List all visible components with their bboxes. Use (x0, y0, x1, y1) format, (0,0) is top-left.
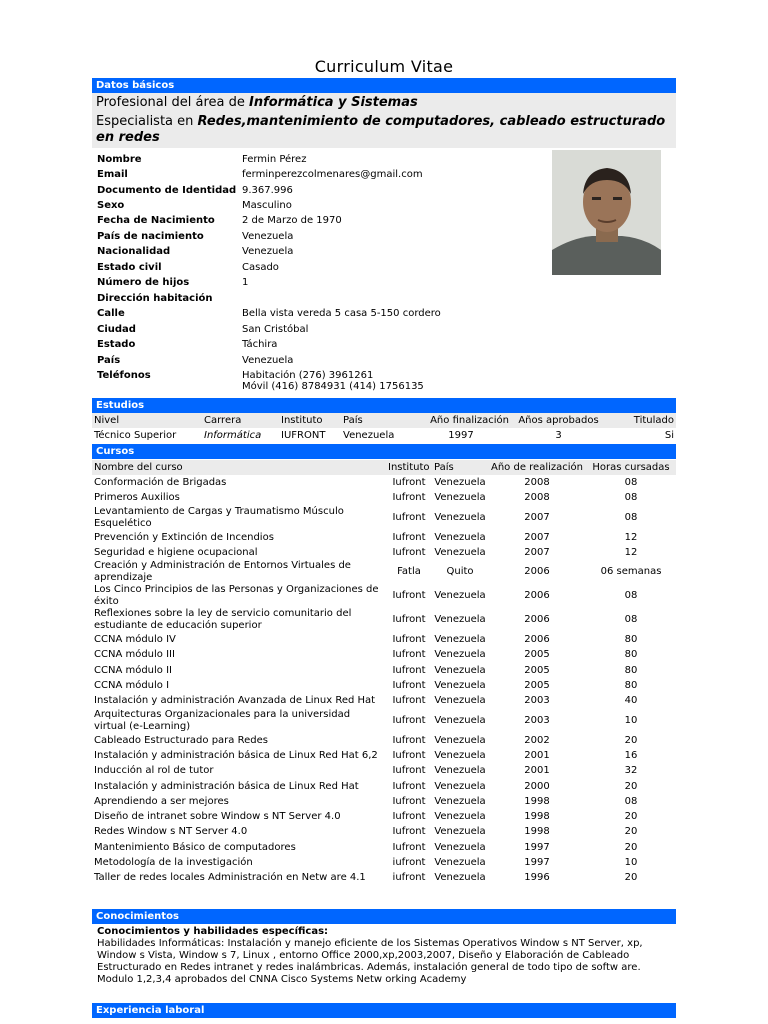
curso-horas: 80 (624, 634, 638, 646)
estudios-row (92, 428, 676, 443)
curso-pais: Venezuela (434, 765, 486, 777)
personal-label: Fecha de Nacimiento (97, 215, 215, 226)
curso-row (92, 779, 676, 794)
curso-pais: Venezuela (434, 811, 486, 823)
personal-value: Táchira (242, 339, 278, 350)
curso-pais: Venezuela (434, 826, 486, 838)
curso-pais: Venezuela (434, 531, 486, 543)
curso-nombre: Seguridad e higiene ocupacional (94, 546, 258, 558)
curso-anio: 2007 (524, 531, 550, 543)
estudios-header: Años aprobados (511, 413, 606, 428)
curso-anio: 2002 (524, 734, 550, 746)
curso-nombre: Redes Window s NT Server 4.0 (94, 826, 248, 838)
curso-nombre: Arquitecturas Organizacionales para la universidad virtual (e-Learning) (94, 708, 351, 732)
curso-anio: 2005 (524, 664, 550, 676)
section-estudios: Estudios (92, 398, 676, 413)
curso-row (92, 825, 676, 840)
curso-row (92, 748, 676, 763)
cursos-header: Horas cursadas (586, 460, 676, 475)
curso-anio: 2000 (524, 780, 550, 792)
curso-horas: 08 (624, 590, 638, 602)
cursos-header-row (92, 460, 676, 475)
curso-nombre: Inducción al rol de tutor (94, 765, 214, 777)
curso-instituto: iufront (392, 872, 426, 884)
estudios-header: Titulado (606, 413, 676, 428)
curso-row (92, 709, 676, 733)
estudios-header: Carrera (202, 413, 279, 428)
curso-instituto: Iufront (392, 511, 426, 523)
curso-row (92, 584, 676, 608)
curso-anio: 2007 (524, 546, 550, 558)
curso-instituto: Iufront (392, 546, 426, 558)
curso-row (92, 648, 676, 663)
curso-row (92, 663, 676, 678)
profile-line2-prefix: Especialista en (96, 114, 198, 129)
curso-row (92, 506, 676, 530)
profile-line2-bold: Redes,mantenimiento de computadores, cableado estructurado en redes (96, 114, 666, 145)
personal-value: Bella vista vereda 5 casa 5-150 cordero (242, 308, 441, 319)
curso-horas: 08 (624, 795, 638, 807)
curso-pais: Venezuela (434, 695, 486, 707)
curso-pais: Venezuela (434, 492, 486, 504)
curso-nombre: CCNA módulo II (94, 664, 172, 676)
estudios-table (92, 413, 676, 443)
personal-label: Nacionalidad (97, 246, 171, 257)
curso-nombre: Taller de redes locales Administración en Netw are 4.1 (94, 872, 366, 884)
curso-pais: Venezuela (434, 614, 486, 626)
curso-horas: 80 (624, 680, 638, 692)
curso-row (92, 491, 676, 506)
section-cursos: Cursos (92, 444, 676, 459)
curso-instituto: Iufront (392, 664, 426, 676)
curso-anio: 2006 (524, 566, 550, 578)
curso-instituto: Iufront (392, 649, 426, 661)
estudios-cell: 1997 (448, 429, 474, 441)
curso-horas: 08 (624, 492, 638, 504)
curso-pais: Quito (446, 566, 474, 578)
curso-horas: 08 (624, 511, 638, 523)
curso-instituto: Iufront (392, 734, 426, 746)
personal-value: 2 de Marzo de 1970 (242, 215, 342, 226)
estudios-cell: Venezuela (343, 429, 395, 441)
curso-anio: 2003 (524, 695, 550, 707)
section-datos-basicos: Datos básicos (92, 78, 676, 93)
estudios-cell: Informática (204, 429, 262, 441)
section-conocimientos: Conocimientos (92, 909, 676, 924)
personal-label: Nombre (97, 154, 142, 165)
curso-instituto: Iufront (392, 841, 426, 853)
curso-row (92, 530, 676, 545)
curso-instituto: Fatla (397, 566, 421, 578)
curso-row (92, 794, 676, 809)
personal-value: Fermin Pérez (242, 154, 307, 165)
profile-line1-bold: Informática y Sistemas (249, 95, 418, 110)
page-title: Curriculum Vitae (314, 57, 454, 76)
curso-anio: 2006 (524, 590, 550, 602)
curso-anio: 1998 (524, 826, 550, 838)
curso-horas: 20 (624, 841, 638, 853)
curso-anio: 2005 (524, 680, 550, 692)
personal-value: Casado (242, 262, 279, 273)
curso-horas: 40 (624, 695, 638, 707)
curso-horas: 16 (624, 749, 638, 761)
curso-horas: 32 (624, 765, 638, 777)
curso-pais: Venezuela (434, 734, 486, 746)
cursos-header: Nombre del curso (92, 460, 386, 475)
curso-instituto: Iufront (392, 795, 426, 807)
curso-horas: 20 (624, 734, 638, 746)
conocimientos-title: Conocimientos y habilidades específicas: (97, 926, 329, 937)
curso-horas: 12 (624, 531, 638, 543)
curso-anio: 2001 (524, 749, 550, 761)
curso-pais: Venezuela (434, 649, 486, 661)
personal-label: Email (97, 169, 128, 180)
estudios-cell: Técnico Superior (94, 429, 177, 441)
personal-label: Estado civil (97, 262, 162, 273)
curso-anio: 2008 (524, 476, 550, 488)
curso-horas: 10 (624, 856, 638, 868)
curso-nombre: Instalación y administración básica de Linux Red Hat 6,2 (94, 749, 378, 761)
personal-value: Habitación (276) 3961261 (242, 370, 374, 381)
curso-pais: Venezuela (434, 780, 486, 792)
curso-anio: 2001 (524, 765, 550, 777)
curso-row (92, 560, 676, 584)
curso-pais: Venezuela (434, 634, 486, 646)
curso-instituto: Iufront (392, 590, 426, 602)
curso-nombre: CCNA módulo III (94, 649, 175, 661)
curso-nombre: Aprendiendo a ser mejores (94, 795, 229, 807)
personal-label: Dirección habitación (97, 293, 213, 304)
curso-nombre: Creación y Administración de Entornos Virtuales de aprendizaje (94, 560, 351, 584)
curso-nombre: Instalación y administración Avanzada de Linux Red Hat (94, 695, 376, 707)
curso-nombre: Primeros Auxilios (94, 492, 180, 504)
estudios-cell: IUFRONT (281, 429, 326, 441)
curso-pais: Venezuela (434, 476, 486, 488)
curso-anio: 1998 (524, 795, 550, 807)
curso-pais: Venezuela (434, 872, 486, 884)
personal-value-secondary: Móvil (416) 8784931 (414) 1756135 (242, 381, 424, 392)
curso-nombre: Conformación de Brigadas (94, 476, 227, 488)
personal-label: Teléfonos (97, 370, 151, 381)
curso-instituto: Iufront (392, 476, 426, 488)
curso-horas: 20 (624, 872, 638, 884)
curso-pais: Venezuela (434, 590, 486, 602)
profile-line1-prefix: Profesional del área de (96, 95, 249, 110)
curso-horas: 80 (624, 664, 638, 676)
personal-value: San Cristóbal (242, 324, 309, 335)
curso-instituto: Iufront (392, 634, 426, 646)
personal-label: País de nacimiento (97, 231, 204, 242)
personal-value: Masculino (242, 200, 292, 211)
curso-instituto: Iufront (392, 714, 426, 726)
estudios-header-row (92, 413, 676, 428)
curso-pais: Venezuela (434, 841, 486, 853)
curso-nombre: Prevención y Extinción de Incendios (94, 531, 274, 543)
curso-nombre: Diseño de intranet sobre Window s NT Server 4.0 (94, 811, 341, 823)
curso-row (92, 871, 676, 886)
curso-anio: 2005 (524, 649, 550, 661)
curso-anio: 1996 (524, 872, 550, 884)
curso-row (92, 840, 676, 855)
curso-row (92, 545, 676, 560)
curso-horas: 20 (624, 811, 638, 823)
personal-value: 1 (242, 277, 249, 288)
profile-photo (552, 150, 661, 275)
curso-pais: Venezuela (434, 856, 486, 868)
personal-value: Venezuela (242, 246, 294, 257)
curso-nombre: Metodología de la investigación (94, 856, 253, 868)
curso-pais: Venezuela (434, 680, 486, 692)
curso-instituto: Iufront (392, 780, 426, 792)
curso-nombre: Instalación y administración básica de Linux Red Hat (94, 780, 359, 792)
curso-row (92, 632, 676, 647)
conocimientos-block (97, 926, 667, 986)
personal-label: País (97, 355, 121, 366)
curso-pais: Venezuela (434, 546, 486, 558)
personal-label: Número de hijos (97, 277, 190, 288)
curso-pais: Venezuela (434, 714, 486, 726)
curso-row (92, 475, 676, 490)
curso-anio: 2006 (524, 614, 550, 626)
personal-value: ferminperezcolmenares@gmail.com (242, 169, 423, 180)
personal-label: Calle (97, 308, 125, 319)
curso-row (92, 678, 676, 693)
curso-anio: 1997 (524, 841, 550, 853)
curso-instituto: iufront (392, 856, 426, 868)
curso-instituto: Iufront (392, 749, 426, 761)
personal-label: Documento de Identidad (97, 185, 237, 196)
curso-horas: 08 (624, 476, 638, 488)
curso-instituto: Iufront (392, 811, 426, 823)
cursos-table (92, 460, 676, 886)
curso-instituto: Iufront (392, 614, 426, 626)
curso-pais: Venezuela (434, 795, 486, 807)
cursos-header: Instituto (386, 460, 432, 475)
curso-instituto: Iufront (392, 765, 426, 777)
curso-row (92, 733, 676, 748)
curso-row (92, 694, 676, 709)
curso-instituto: Iufront (392, 826, 426, 838)
curso-instituto: Iufront (392, 531, 426, 543)
cursos-header: País (432, 460, 488, 475)
profile-summary (92, 93, 676, 148)
curso-anio: 2007 (524, 511, 550, 523)
personal-value: Venezuela (242, 231, 294, 242)
curso-anio: 2006 (524, 634, 550, 646)
curso-row (92, 855, 676, 870)
estudios-header: País (341, 413, 411, 428)
curso-nombre: Levantamiento de Cargas y Traumatismo Músculo Esquelético (94, 505, 344, 529)
curso-horas: 12 (624, 546, 638, 558)
curso-horas: 10 (624, 714, 638, 726)
personal-label: Ciudad (97, 324, 136, 335)
personal-label: Sexo (97, 200, 125, 211)
curso-instituto: Iufront (392, 680, 426, 692)
curso-horas: 08 (624, 614, 638, 626)
cursos-header: Año de realización (488, 460, 586, 475)
estudios-cell: Si (664, 429, 674, 441)
estudios-header: Instituto (279, 413, 341, 428)
estudios-header: Nivel (92, 413, 202, 428)
curso-instituto: Iufront (392, 695, 426, 707)
personal-value: Venezuela (242, 355, 294, 366)
curso-horas: 80 (624, 649, 638, 661)
curso-anio: 1997 (524, 856, 550, 868)
curso-anio: 1998 (524, 811, 550, 823)
curso-row (92, 608, 676, 632)
curso-nombre: Los Cinco Principios de las Personas y Organizaciones de éxito (94, 584, 379, 608)
personal-label: Estado (97, 339, 136, 350)
curso-nombre: Cableado Estructurado para Redes (94, 734, 268, 746)
curso-row (92, 809, 676, 824)
curso-horas: 06 semanas (600, 566, 662, 578)
curso-anio: 2003 (524, 714, 550, 726)
curso-instituto: Iufront (392, 492, 426, 504)
curso-nombre: Reflexiones sobre la ley de servicio comunitario del estudiante de educación superior (94, 608, 352, 632)
conocimientos-text: Habilidades Informáticas: Instalación y manejo eficiente de los Sistemas Operativos Window s NT Server, xp, Window s Vista, Window s 7, Linux , entorno Office 2000,xp,2003,2007, Diseño y Elaboración de Cableado Estructurado en Redes intranet y redes inalámbricas. Además, instalación general de todo tipo de softw are. Modulo 1,2,3,4 aprobados del CNNA Cisco Systems Netw orking Academy (97, 938, 643, 985)
curso-row (92, 764, 676, 779)
curso-nombre: CCNA módulo IV (94, 634, 176, 646)
estudios-header: Año finalización (411, 413, 511, 428)
personal-value: 9.367.996 (242, 185, 293, 196)
curso-pais: Venezuela (434, 664, 486, 676)
estudios-cell: 3 (555, 429, 562, 441)
curso-pais: Venezuela (434, 749, 486, 761)
curso-horas: 20 (624, 826, 638, 838)
curso-nombre: CCNA módulo I (94, 680, 170, 692)
curso-pais: Venezuela (434, 511, 486, 523)
section-experiencia: Experiencia laboral (92, 1003, 676, 1018)
curso-horas: 20 (624, 780, 638, 792)
curso-nombre: Mantenimiento Básico de computadores (94, 841, 296, 853)
curso-anio: 2008 (524, 492, 550, 504)
